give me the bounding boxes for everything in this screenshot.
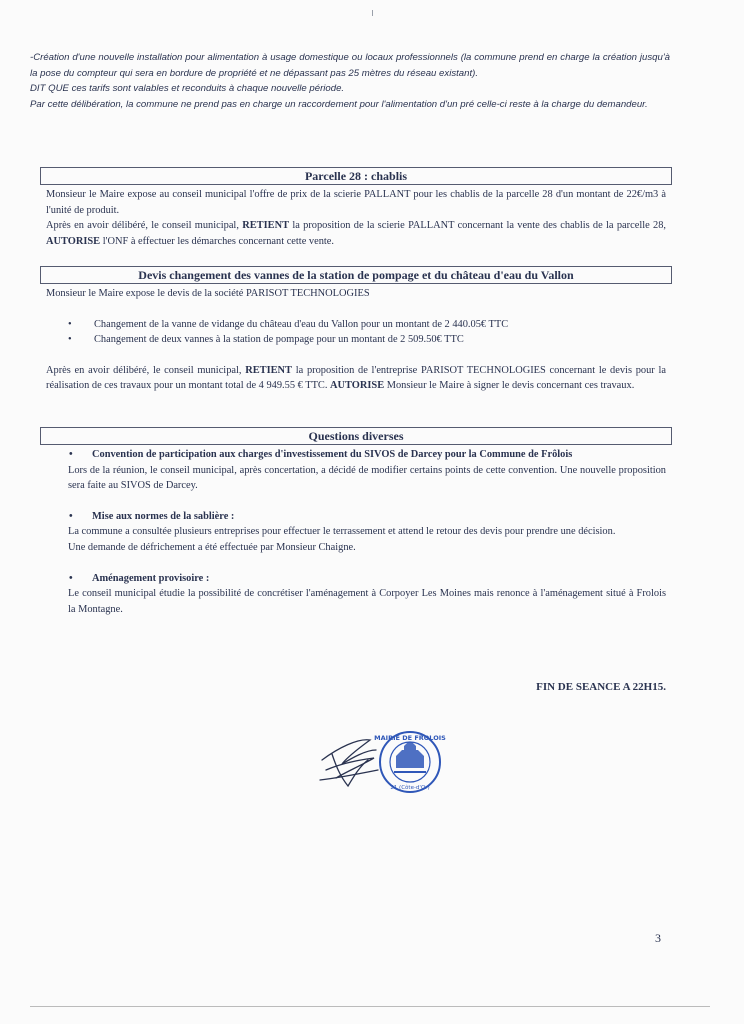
- mairie-stamp-icon: [374, 732, 446, 792]
- section-header-questions: Questions diverses: [40, 427, 672, 445]
- signature-and-stamp: [318, 720, 458, 796]
- text-run: la proposition de la scierie PALLANT concernant la vente des chablis de la parcelle 28,: [289, 220, 667, 232]
- signature-icon: [320, 740, 378, 786]
- page-number: 3: [655, 931, 661, 945]
- stamp-bottom-text: 21 (Côte-d'Or): [390, 785, 430, 791]
- text-run: l'ONF à effectuer les démarches concernant cette vente.: [100, 235, 335, 247]
- keyword-autorise: AUTORISE: [46, 235, 101, 247]
- intro-paragraph: DIT QUE ces tarifs sont valables et reconduits à chaque nouvelle période.: [30, 83, 345, 94]
- intro-paragraph: -Création d'une nouvelle installation pour alimentation à usage domestique ou locaux professionnels (la commune prend en charge la création jusqu'à la pose du compteur qui sera en bordure de propriété et ne dépassant pas 25 mètres du réseau existant).: [30, 52, 670, 79]
- text-run: Après en avoir délibéré, le conseil municipal,: [46, 220, 243, 232]
- question-heading: • Aménagement provisoire :: [42, 571, 666, 587]
- questions-section: [42, 447, 666, 617]
- parcelle-decision: [46, 218, 666, 249]
- intro-paragraph: Par cette délibération, la commune ne prend pas en charge un raccordement pour l'alimentation d'un pré celle-ci reste à la charge du demandeur.: [30, 98, 648, 110]
- text-run: Monsieur le Maire à signer le devis concernant ces travaux.: [384, 380, 635, 392]
- devis-decision: [46, 363, 666, 394]
- keyword-retient: RETIENT: [245, 364, 292, 376]
- devis-intro: Monsieur le Maire expose le devis de la société PARISOT TECHNOLOGIES: [46, 288, 370, 299]
- parcelle-paragraph: Monsieur le Maire expose au conseil municipal l'offre de prix de la scierie PALLANT pour les chablis de la parcelle 28 d'un montant de 22€/m3 à l'unité de produit.: [46, 189, 666, 216]
- question-heading: • Convention de participation aux charges d'investissement du SIVOS de Darcey pour la Commune de Frôlois: [42, 447, 666, 463]
- text-run: Après en avoir délibéré, le conseil municipal,: [46, 364, 246, 376]
- question-paragraph: Lors de la réunion, le conseil municipal, après concertation, a décidé de modifier certains points de cette convention. Une nouvelle proposition sera faite au SIVOS de Darcey.: [68, 464, 666, 492]
- stamp-ring-text: MAIRIE DE FROLOIS: [374, 734, 446, 742]
- question-paragraph: Le conseil municipal étudie la possibilité de concrétiser l'aménagement à Corpoyer Les Moines mais renonce à l'aménagement situé à Frolois la Montagne.: [68, 588, 666, 615]
- section-header-parcelle: Parcelle 28 : chablis: [40, 167, 672, 185]
- intro-section: [30, 50, 670, 112]
- question-paragraph: La commune a consultée plusieurs entreprises pour effectuer le terrassement et attend le retour des devis pour prendre une décision.: [68, 526, 616, 538]
- list-item: • Changement de la vanne de vidange du château d'eau du Vallon pour un montant de 2 440.05€ TTC: [46, 317, 666, 333]
- question-body: [42, 524, 666, 555]
- question-heading: • Mise aux normes de la sablière :: [42, 509, 666, 525]
- keyword-retient: RETIENT: [242, 220, 290, 232]
- parcelle-section: [46, 187, 666, 249]
- devis-list: [46, 317, 666, 348]
- scan-mark: [372, 10, 373, 16]
- end-of-session: FIN DE SEANCE A 22H15.: [536, 681, 666, 693]
- question-body: [42, 463, 666, 494]
- list-item: • Changement de deux vannes à la station de pompage pour un montant de 2 509.50€ TTC: [46, 332, 666, 348]
- text-run: la proposition de l'entreprise PARISOT TECHNOLOGIES concernant le devis pour la réalisation de ces travaux pour un montant total de 4 949.55 € TTC.: [46, 364, 666, 392]
- question-body: [42, 586, 666, 617]
- keyword-autorise: AUTORISE: [330, 380, 385, 392]
- question-paragraph: Une demande de défrichement a été effectuée par Monsieur Chaigne.: [68, 541, 356, 553]
- section-header-devis: Devis changement des vannes de la station de pompage et du château d'eau du Vallon: [40, 266, 672, 284]
- scan-edge: [30, 1006, 710, 1007]
- devis-section: [46, 286, 666, 394]
